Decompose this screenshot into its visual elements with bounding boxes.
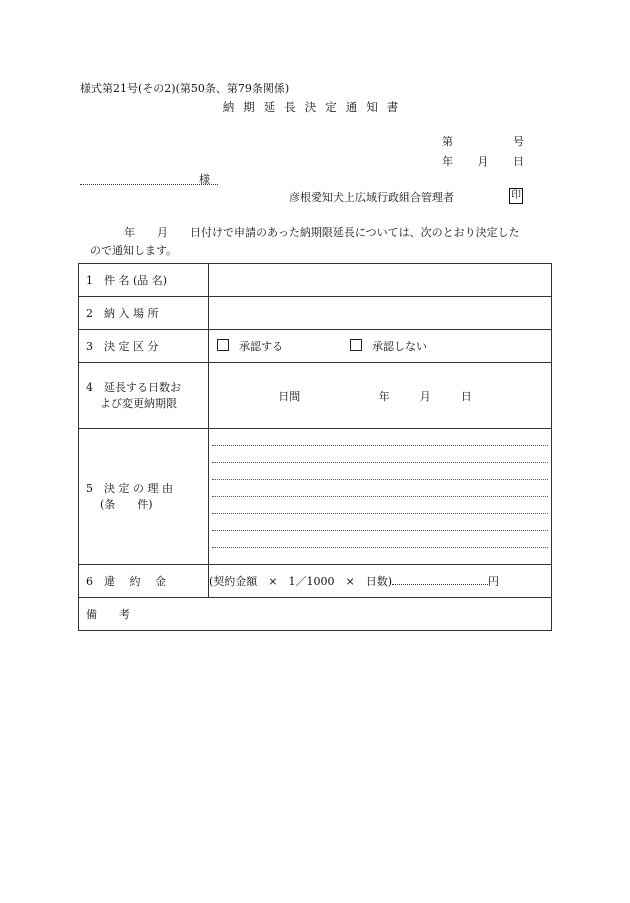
date-year: 年 [442,155,453,168]
body-line-1 [124,224,554,240]
delivery-place-label: 2 納 入 場 所 [79,297,209,330]
extension-label [79,363,209,429]
extension-month: 月 [419,389,431,403]
extension-days: 日間 [278,389,301,403]
number-prefix: 第 [442,135,453,148]
remarks-label[interactable]: 備 考 [79,598,552,631]
document-title: 納期延長決定通知書 [222,100,408,114]
decision-label: 3 決 定 区 分 [79,330,209,363]
penalty-value[interactable] [209,565,552,598]
body-month: 月 [157,226,168,239]
delivery-place-value[interactable] [209,297,552,330]
table-row-penalty [79,565,552,598]
reason-line [212,463,548,480]
number-suffix: 号 [513,135,524,148]
penalty-formula: (契約金額 × 1／1000 × 日数) [209,575,393,588]
document-number [442,133,524,149]
item-name-value[interactable] [209,264,552,297]
reason-label-line2: (条 件) [100,497,153,511]
reason-value[interactable] [209,429,552,565]
addressee-field[interactable] [80,172,218,185]
date-month: 月 [477,155,489,168]
table-row-delivery-place [79,297,552,330]
reason-line [212,480,548,497]
extension-label-line1: 4 延長する日数お [86,380,181,394]
document-date [442,153,524,169]
approve-checkbox[interactable] [217,339,229,351]
addressee-suffix: 様 [199,173,210,186]
penalty-label: 6 違 約 金 [79,565,209,598]
reason-line [212,514,548,531]
seal-stamp: 印 [509,188,523,204]
extension-value[interactable] [209,363,552,429]
reason-label [79,429,209,565]
reason-label-line1: 5 決 定 の 理 由 [86,481,173,495]
reject-option[interactable] [350,338,427,354]
reason-line [212,531,548,548]
reason-line [212,497,548,514]
extension-label-line2: よび変更納期限 [100,396,177,410]
notice-table [78,263,552,631]
extension-day: 日 [460,389,472,403]
penalty-unit: 円 [488,575,500,588]
item-name-label: 1 件 名 (品 名) [79,264,209,297]
body-year: 年 [124,226,135,239]
body-text-1: 日付けで申請のあった納期限延長については、次のとおり決定した [190,226,520,239]
reject-checkbox[interactable] [350,339,362,351]
body-text-2: ので通知します。 [90,244,178,257]
approve-option[interactable] [217,338,283,354]
table-row-decision [79,330,552,363]
table-row-reason [79,429,552,565]
reason-line [212,429,548,446]
date-day: 日 [513,155,524,168]
table-row-item-name [79,264,552,297]
sender-name: 彦根愛知犬上広域行政組合管理者 [289,191,454,204]
table-row-extension [79,363,552,429]
form-number: 様式第21号(その2)(第50条、第79条関係) [80,82,290,95]
reject-label: 承認しない [372,340,427,353]
penalty-amount-blank[interactable] [392,574,488,585]
approve-label: 承認する [239,340,283,353]
reason-line [212,446,548,463]
extension-year: 年 [378,389,390,403]
table-row-remarks [79,598,552,631]
